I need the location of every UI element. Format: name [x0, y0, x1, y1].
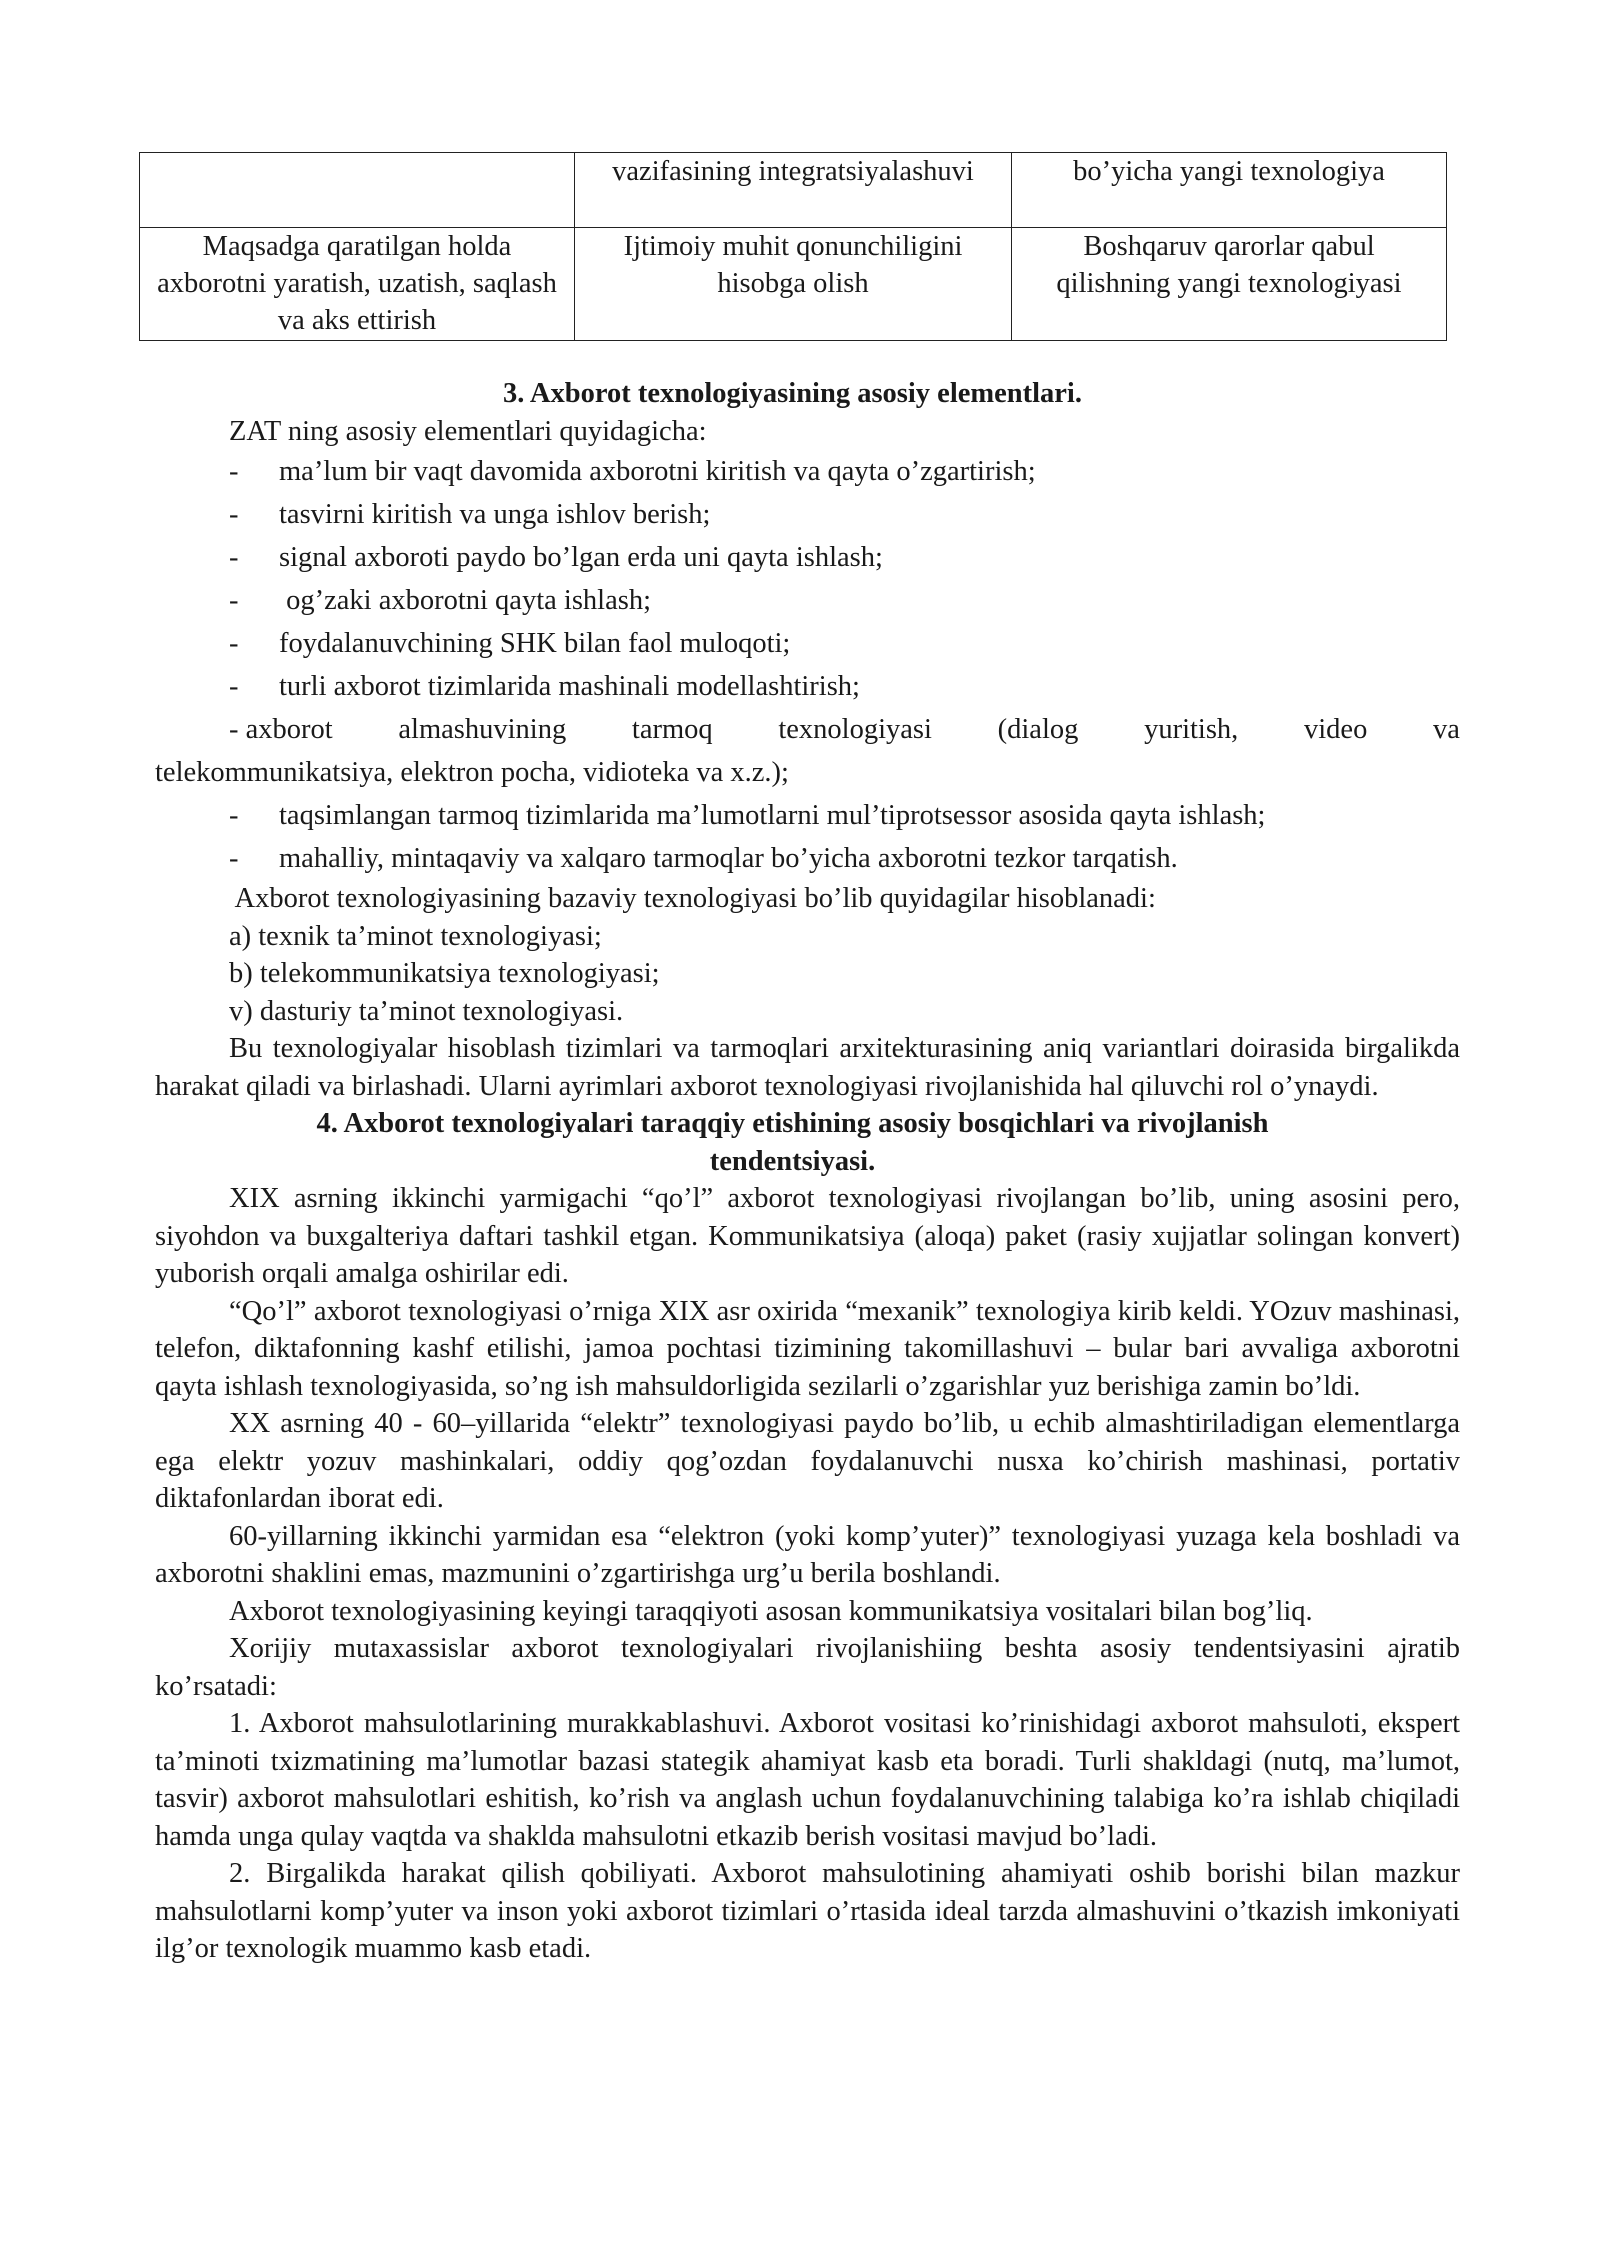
- paragraph: Axborot texnologiyasining keyingi taraqqiyoti asosan kommunikatsiya vositalari bilan bog’liq.: [229, 1595, 1313, 1627]
- paragraph: 2. Birgalikda harakat qilish qobiliyati. Axborot mahsulotining ahamiyati oshib borishi bilan mazkur mahsulotlarni komp’yuter va inson yoki axborot tizimlari o’rtasida ideal tarzda almashuvini o’tkazish imkoniyati ilg’or texnologik muammo kasb etadi.: [155, 1858, 1460, 1964]
- document-body: [155, 375, 1460, 1968]
- list-item-text: signal axboroti paydo bo’lgan erda uni qayta ishlash;: [279, 542, 883, 573]
- list-dash: -: [229, 456, 239, 487]
- paragraph: XX asrning 40 - 60–yillarida “elektr” texnologiyasi paydo bo’lib, u echib almashtiriladigan elementlarga ega elektr yozuv mashinkalari, oddiy qog’ozdan foydalanuvchi nusxa ko’chirish mashinasi, portativ diktafonlardan iborat edi.: [155, 1408, 1460, 1514]
- list-item-text: tasvirni kiritish va unga ishlov berish;: [279, 499, 711, 530]
- list-item-text: mahalliy, mintaqaviy va xalqaro tarmoqlar bo’yicha axborotni tezkor tarqatish.: [279, 843, 1178, 874]
- list-item-text: og’zaki axborotni qayta ishlash;: [279, 585, 651, 616]
- paragraph: “Qo’l” axborot texnologiyasi o’rniga XIX asr oxirida “mexanik” texnologiya kirib keldi. YOzuv mashinasi, telefon, diktafonning kashf etilishi, jamoa pochtasi tizimining takomillashuvi – bular bari avvaliga axborotni qayta ishlash texnologiyasida, so’ng ish mahsuldorligida sezilarli o’zgarishlar yuz berishiga zamin bo’ldi.: [155, 1295, 1460, 1402]
- technology-table: [139, 152, 1447, 341]
- justified-line: [229, 708, 1460, 751]
- paragraph: Bu texnologiyalar hisoblash tizimlari va tarmoqlari arxitekturasining aniq variantlari doirasida birgalikda harakat qiladi va birlashadi. Ularni ayrimlari axborot texnologiyasi rivojlanishida hal qiluvchi rol o’ynaydi.: [155, 1033, 1460, 1102]
- list-item-text: taqsimlangan tarmoq tizimlarida ma’lumotlarni mul’tiprotsessor asosida qayta ishlash;: [279, 800, 1266, 831]
- list-item: [155, 536, 1460, 579]
- table-cell: Maqsadga qaratilgan holda axborotni yaratish, uzatish, saqlash va aks ettirish: [140, 228, 575, 341]
- base-item: v) dasturiy ta’minot texnologiyasi.: [229, 995, 624, 1027]
- section-heading: tendentsiyasi.: [709, 1145, 876, 1177]
- table-cell: Ijtimoiy muhit qonunchiligini hisobga olish: [575, 228, 1012, 341]
- paragraph: 60-yillarning ikkinchi yarmidan esa “elektron (yoki komp’yuter)” texnologiyasi yuzaga kela boshladi va axborotni shaklini emas, mazmunini o’zgartirishga urg’u berila boshlandi.: [155, 1520, 1460, 1589]
- list-item: [155, 450, 1460, 493]
- list-item: [155, 493, 1460, 536]
- list-item-text: foydalanuvchining SHK bilan faol muloqoti;: [279, 628, 791, 659]
- list-dash: -: [229, 585, 239, 616]
- list-dash: -: [229, 542, 239, 573]
- list-item: [155, 579, 1460, 622]
- word: tarmoq: [631, 714, 713, 745]
- word: (dialog: [997, 714, 1079, 745]
- list-item: [155, 837, 1460, 880]
- paragraph: XIX asrning ikkinchi yarmigachi “qo’l” axborot texnologiyasi rivojlangan bo’lib, uning asosini pero, siyohdon va buxgalteriya daftari tashkil etgan. Kommunikatsiya (aloqa) paket (rasiy xujjatlar solingan konvert) yuborish orqali amalga oshirilar edi.: [155, 1183, 1460, 1289]
- list-dash: -: [229, 499, 239, 530]
- list-item-continuation: telekommunikatsiya, elektron pocha, vidioteka va x.z.);: [155, 757, 789, 788]
- section-heading: 4. Axborot texnologiyalari taraqqiy etishining asosiy bosqichlari va rivojlanish: [316, 1108, 1269, 1139]
- base-item: a) texnik ta’minot texnologiyasi;: [229, 920, 602, 952]
- paragraph: 1. Axborot mahsulotlarining murakkablashuvi. Axborot vositasi ko’rinishidagi axborot mahsuloti, ekspert ta’minoti txizmatining ma’lumotlar bazasi stategik ahamiyat kasb eta boradi. Turli shakldagi (nutq, ma’lumot, tasvir) axborot mahsulotlari eshitish, ko’rish va anglash uchun foydalanuvchining talabiga ko’ra ishlab chiqiladi hamda unga qulay vaqtda va shaklda mahsulotni etkazib berish vositasi mavjud bo’ladi.: [155, 1708, 1460, 1852]
- list-item-long: [155, 708, 1460, 751]
- base-intro: Axborot texnologiyasining bazaviy texnologiyasi bo’lib quyidagilar hisoblanadi:: [229, 883, 1156, 914]
- list-dash: -: [229, 843, 239, 874]
- table-cell: bo’yicha yangi texnologiya: [1012, 153, 1447, 228]
- list-item: [155, 794, 1460, 837]
- word: video: [1304, 714, 1368, 745]
- word: texnologiyasi: [778, 714, 932, 745]
- table-row: [140, 153, 1447, 228]
- list-item: [155, 622, 1460, 665]
- section-heading: 3. Axborot texnologiyasining asosiy elementlari.: [503, 378, 1082, 409]
- word: - axborot: [229, 714, 333, 745]
- word: almashuvining: [398, 714, 567, 745]
- table-row: [140, 228, 1447, 341]
- list-dash: -: [229, 671, 239, 702]
- word: yuritish,: [1144, 714, 1239, 745]
- base-item: b) telekommunikatsiya texnologiyasi;: [229, 958, 660, 989]
- paragraph: Xorijiy mutaxassislar axborot texnologiyalari rivojlanishiing beshta asosiy tendentsiyasini ajratib ko’rsatadi:: [155, 1633, 1460, 1702]
- word: va: [1433, 714, 1460, 745]
- table-cell: vazifasining integratsiyalashuvi: [575, 153, 1012, 228]
- list-item-text: turli axborot tizimlarida mashinali modellashtirish;: [279, 671, 860, 702]
- list-dash: -: [229, 628, 239, 659]
- list-item: [155, 665, 1460, 708]
- table-cell: Boshqaruv qarorlar qabul qilishning yangi texnologiyasi: [1012, 228, 1447, 341]
- list-dash: -: [229, 800, 239, 831]
- table-cell: [140, 153, 575, 228]
- list-item-text: ma’lum bir vaqt davomida axborotni kiritish va qayta o’zgartirish;: [279, 456, 1036, 487]
- section-intro: ZAT ning asosiy elementlari quyidagicha:: [229, 415, 707, 447]
